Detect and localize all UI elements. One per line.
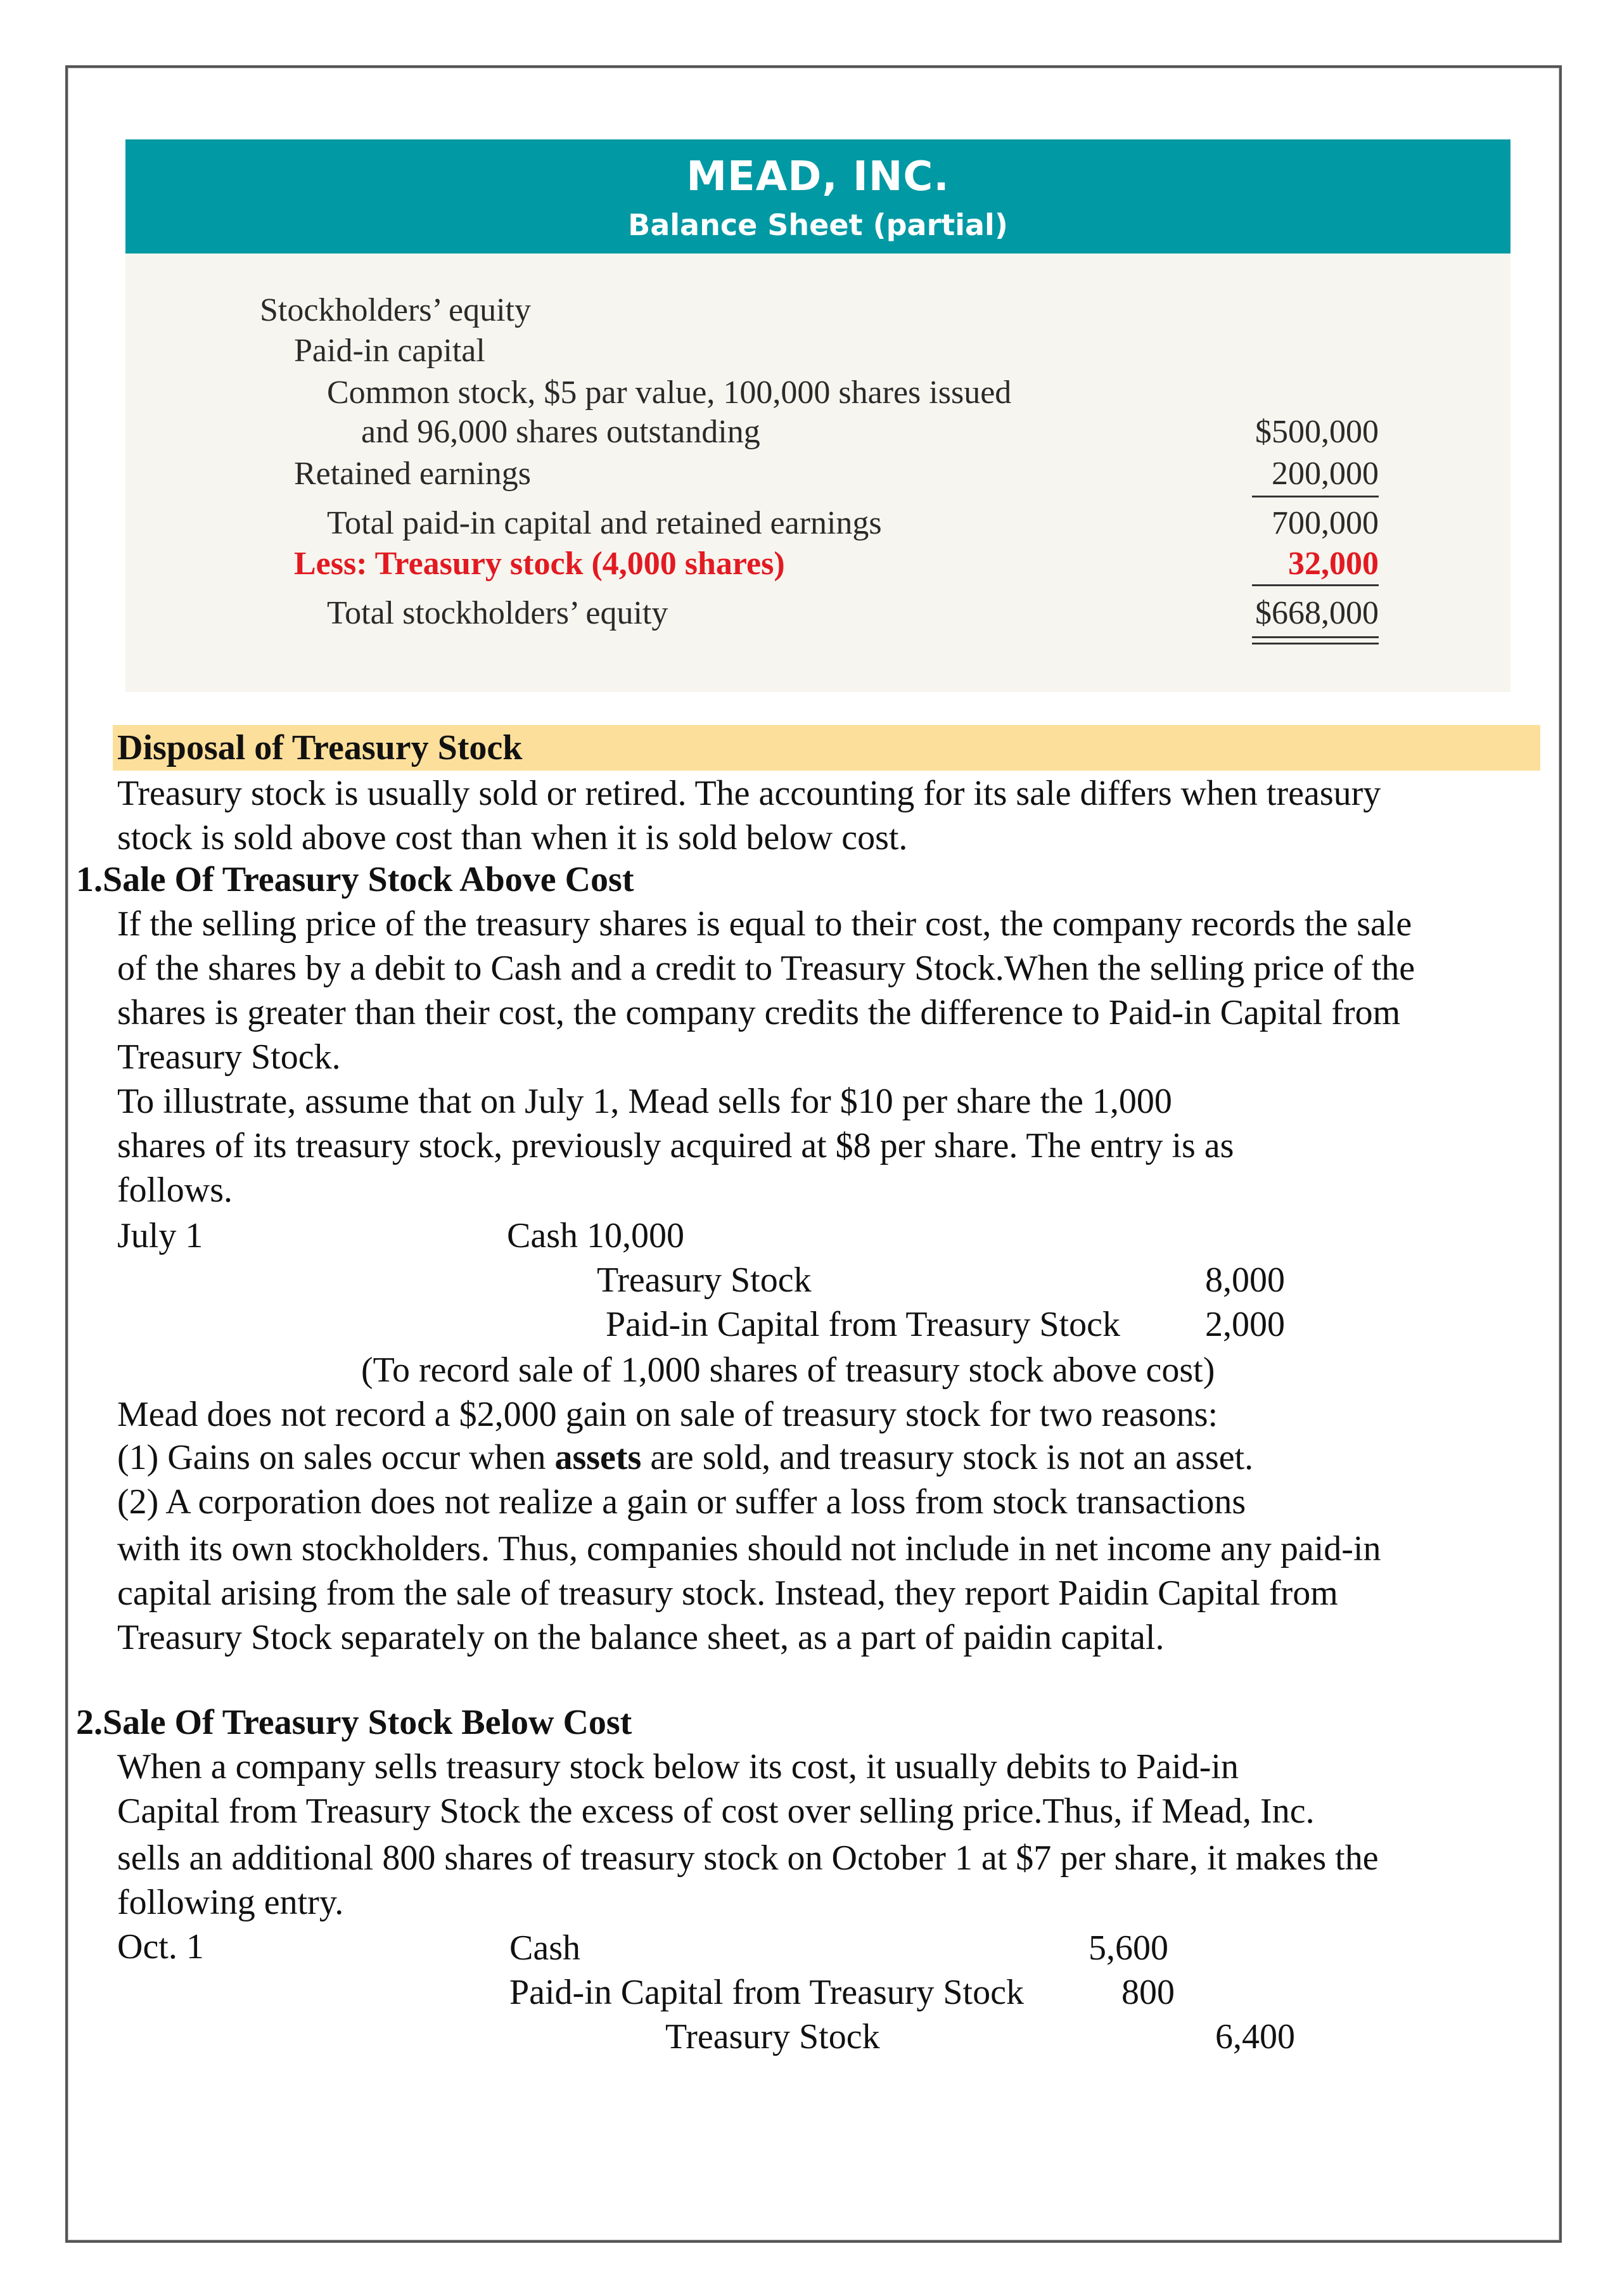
- paragraph-line: follows.: [117, 1170, 233, 1210]
- text-run: (1) Gains on sales occur when: [117, 1438, 555, 1477]
- company-name: MEAD, INC.: [686, 153, 950, 200]
- total-paid-in-label: Total paid-in capital and retained earnings: [327, 505, 882, 541]
- above-cost-heading: 1.Sale Of Treasury Stock Above Cost: [76, 860, 634, 899]
- paragraph-line: [117, 1440, 1253, 1475]
- entry-debit-pic: Paid-in Capital from Treasury Stock: [509, 1973, 1024, 2012]
- bold-term: assets: [554, 1438, 642, 1477]
- balance-sheet-header: [125, 139, 1510, 253]
- disposal-intro-line: Treasury stock is usually sold or retired. The accounting for its sale differs when treasury: [117, 774, 1381, 813]
- total-equity-label: Total stockholders’ equity: [327, 595, 668, 631]
- less-treasury-label: Less: Treasury stock (4,000 shares): [294, 546, 785, 582]
- section-stockholders-equity: Stockholders’ equity: [260, 292, 531, 328]
- subtotal-rule: [1252, 496, 1379, 497]
- entry-debit-pic-amount: 800: [1121, 1973, 1175, 2012]
- disposal-heading: Disposal of Treasury Stock: [117, 728, 523, 767]
- paragraph-line: sells an additional 800 shares of treasury stock on October 1 at $7 per share, it makes the: [117, 1838, 1379, 1878]
- paragraph-line: with its own stockholders. Thus, companies should not include in net income any paid-in: [117, 1529, 1381, 1568]
- entry-credit-pic: Paid-in Capital from Treasury Stock: [606, 1305, 1120, 1344]
- paragraph-line: Treasury Stock separately on the balance sheet, as a part of paidin capital.: [117, 1618, 1165, 1657]
- total-equity-amount: $668,000: [1255, 595, 1379, 631]
- paragraph-line: Mead does not record a $2,000 gain on sale of treasury stock for two reasons:: [117, 1395, 1218, 1434]
- common-stock-label-1: Common stock, $5 par value, 100,000 shares issued: [327, 375, 1012, 411]
- total-paid-in-amount: 700,000: [1272, 505, 1379, 541]
- paragraph-line: shares is greater than their cost, the company credits the difference to Paid-in Capital from: [117, 993, 1401, 1032]
- retained-earnings-amount: 200,000: [1272, 456, 1379, 492]
- entry-credit-treasury: Treasury Stock: [597, 1260, 812, 1300]
- double-rule-bottom: [1252, 643, 1379, 645]
- total-rule: [1252, 584, 1379, 586]
- less-treasury-amount: 32,000: [1288, 546, 1379, 582]
- common-stock-label-2: and 96,000 shares outstanding: [361, 414, 760, 450]
- double-rule-top: [1252, 636, 1379, 638]
- entry-date: Oct. 1: [117, 1927, 204, 1966]
- paragraph-line: following entry.: [117, 1883, 344, 1922]
- paragraph-line: To illustrate, assume that on July 1, Mead sells for $10 per share the 1,000: [117, 1082, 1172, 1121]
- entry-credit-treasury: Treasury Stock: [665, 2017, 880, 2056]
- paragraph-line: When a company sells treasury stock below its cost, it usually debits to Paid-in: [117, 1747, 1239, 1786]
- paragraph-line: Capital from Treasury Stock the excess of cost over selling price.Thus, if Mead, Inc.: [117, 1792, 1315, 1831]
- common-stock-amount: $500,000: [1255, 414, 1379, 450]
- paid-in-capital-label: Paid-in capital: [294, 333, 485, 369]
- entry-debit-cash: Cash 10,000: [507, 1216, 684, 1255]
- entry-note: (To record sale of 1,000 shares of treasury stock above cost): [361, 1350, 1215, 1390]
- disposal-intro-line: stock is sold above cost than when it is sold below cost.: [117, 818, 908, 857]
- entry-credit-treasury-amount: 6,400: [1215, 2017, 1295, 2056]
- retained-earnings-label: Retained earnings: [294, 456, 531, 492]
- text-run: are sold, and treasury stock is not an asset.: [641, 1438, 1254, 1477]
- statement-subtitle: Balance Sheet (partial): [628, 208, 1008, 242]
- paragraph-line: capital arising from the sale of treasury stock. Instead, they report Paidin Capital from: [117, 1574, 1338, 1613]
- entry-date: July 1: [117, 1216, 203, 1255]
- entry-debit-cash-amount: 5,600: [1089, 1928, 1168, 1968]
- below-cost-heading: 2.Sale Of Treasury Stock Below Cost: [76, 1703, 632, 1742]
- entry-credit-treasury-amount: 8,000: [1205, 1260, 1285, 1300]
- paragraph-line: Treasury Stock.: [117, 1037, 341, 1077]
- paragraph-line: (2) A corporation does not realize a gain or suffer a loss from stock transactions: [117, 1482, 1246, 1522]
- paragraph-line: shares of its treasury stock, previously acquired at $8 per share. The entry is as: [117, 1126, 1234, 1165]
- entry-credit-pic-amount: 2,000: [1205, 1305, 1285, 1344]
- paragraph-line: If the selling price of the treasury shares is equal to their cost, the company records the sale: [117, 904, 1412, 944]
- paragraph-line: of the shares by a debit to Cash and a credit to Treasury Stock.When the selling price of the: [117, 949, 1415, 988]
- entry-debit-cash: Cash: [509, 1928, 580, 1968]
